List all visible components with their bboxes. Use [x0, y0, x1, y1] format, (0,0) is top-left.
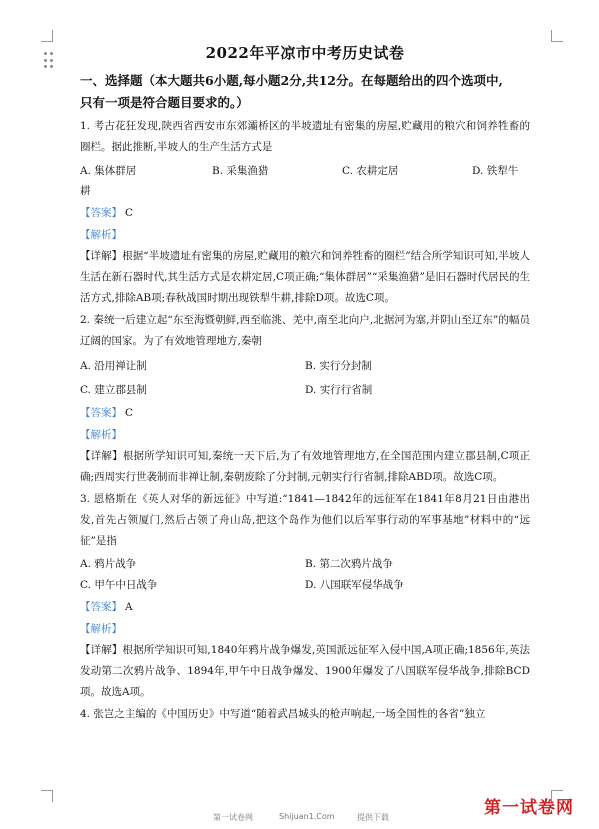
question-options: [80, 354, 530, 378]
answer-label: 【答案】: [80, 407, 122, 419]
detail-text: 根据“半坡遗址有密集的房屋,贮藏用的粮穴和饲养牲畜的圈栏”结合所学知识可知,半坡人生活在新石器时代,其生活方式是农耕定居,C项正确;“集体群居”“采集渔猎”是旧石器时代居民的生活方式,排除AB项;春秋战国时期出现铁犁牛耕,排除D项。故选C项。: [80, 250, 531, 304]
option: A. 沿用禅让制: [80, 360, 147, 372]
detail-label: 【详解】: [80, 250, 123, 262]
page-corner-mark: [41, 30, 53, 42]
answer-label: 【答案】: [80, 207, 122, 219]
detail-label: 【详解】: [80, 644, 123, 656]
option: B. 实行分封制: [305, 360, 372, 372]
analysis-label: 【解析】: [80, 229, 122, 241]
question-options: [80, 161, 530, 181]
question-stem: 2. 秦统一后建立起“东至海暨朝鲜,西至临洮、羌中,南至北向户,北据河为塞,并阴山至辽东”的幅员辽阔的国家。为了有效地管理地方,秦朝: [80, 314, 530, 347]
detail-paragraph: [80, 246, 530, 309]
option: C. 农耕定居: [342, 165, 399, 177]
question-options: [80, 378, 530, 402]
page-corner-mark: [41, 790, 53, 802]
detail-text: 根据所学知识可知,秦统一天下后,为了有效地管理地方,在全国范围内建立郡县制,C项正确;西周实行世袭制而非禅让制,秦朝废除了分封制,元朝实行行省制,排除ABD项。故选C项。: [80, 450, 531, 483]
site-logo: 第一试卷网: [484, 798, 574, 818]
question-options: [80, 554, 530, 575]
drag-handle-icon[interactable]: [44, 52, 54, 70]
footer-site-name: 第一试卷网: [213, 813, 253, 822]
page-corner-mark: [551, 30, 563, 42]
option: A. 集体群居: [80, 165, 137, 177]
option: D. 八国联军侵华战争: [305, 579, 404, 591]
option: D. 实行行省制: [305, 384, 373, 396]
option: C. 建立郡县制: [80, 384, 147, 396]
option: C. 甲午中日战争: [80, 579, 158, 591]
option: B. 采集渔猎: [212, 165, 269, 177]
option-wrap: 耕: [80, 185, 91, 197]
answer-line: [80, 402, 530, 424]
answer-value: C: [125, 207, 134, 219]
section-heading-line: 一、选择题（本大题共6小题,每小题2分,共12分。在每题给出的四个选项中,: [80, 73, 503, 88]
analysis-label: 【解析】: [80, 429, 122, 441]
analysis-label: 【解析】: [80, 623, 122, 635]
answer-label: 【答案】: [80, 601, 122, 613]
detail-label: 【详解】: [80, 450, 123, 462]
option: A. 鸦片战争: [80, 558, 137, 570]
question-stem: 3. 恩格斯在《英人对华的新远征》中写道:“1841—1842年的远征军在1841年8月21日由港出发,首先占领厦门,然后占领了舟山岛,把这个岛作为他们以后军事行动的军事基地”材料中的“远征”是指: [80, 493, 530, 547]
option: D. 铁犁牛: [472, 165, 519, 177]
page-title: 2022年平凉市中考历史试卷: [205, 44, 405, 62]
answer-line: [80, 202, 530, 224]
answer-line: [80, 596, 530, 618]
section-heading: [80, 70, 530, 114]
answer-value: C: [125, 407, 134, 419]
question-options: [80, 575, 530, 596]
document-content: [80, 42, 530, 725]
question-stem: 1. 考古花狂发现,陕西省西安市东郊灞桥区的半坡遗址有密集的房屋,贮藏用的粮穴和饲养牲畜的圈栏。据此推断,半坡人的生产生活方式是: [80, 120, 530, 153]
section-heading-line: 只有一项是符合题目要求的。）: [80, 95, 249, 110]
detail-paragraph: [80, 446, 530, 488]
footer-site-url: Shijuan1.Com: [279, 812, 335, 821]
footer-download-note: 提供下载: [357, 813, 389, 822]
detail-text: 根据所学知识可知,1840年鸦片战争爆发,英国派远征军入侵中国,A项正确;1856年,英法发动第二次鸦片战争、1894年,甲午中日战争爆发、1900年爆发了八国联军侵华战争,排除BCD项。故选A项。: [80, 644, 531, 698]
option: B. 第二次鸦片战争: [305, 558, 393, 570]
answer-value: A: [125, 601, 133, 613]
question-stem: 4. 张岂之主编的《中国历史》中写道“随着武昌城头的枪声响起,一场全国性的各省”独立: [80, 708, 486, 720]
detail-paragraph: [80, 640, 530, 703]
